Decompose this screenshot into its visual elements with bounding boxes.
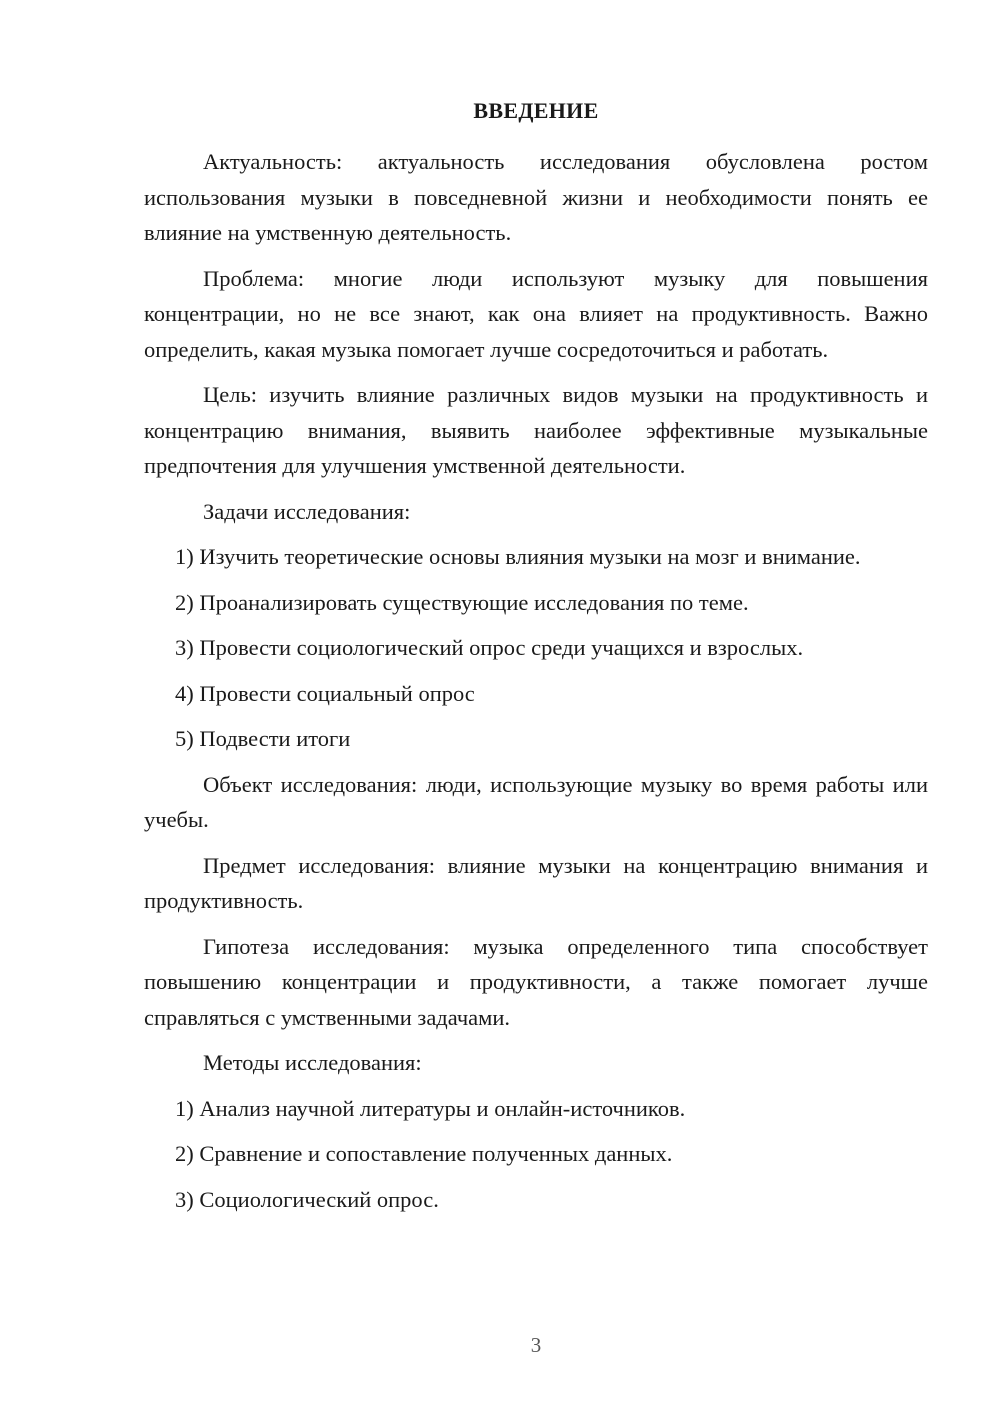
- method-item: 2) Сравнение и сопоставление полученных данных.: [175, 1141, 673, 1166]
- task-item: 1) Изучить теоретические основы влияния музыки на мозг и внимание.: [175, 544, 861, 569]
- relevance-paragraph: Актуальность: актуальность исследования обусловлена ростом использования музыки в повседневной жизни и необходимости понять ее влияние на умственную деятельность.: [144, 149, 928, 245]
- problem-paragraph: Проблема: многие люди используют музыку для повышения концентрации, но не все знают, как она влияет на продуктивность. Важно определить, какая музыка помогает лучше сосредоточиться и работать.: [144, 265, 928, 362]
- page-content: [144, 144, 928, 1227]
- tasks-list: [144, 539, 928, 757]
- method-item: 1) Анализ научной литературы и онлайн-источников.: [175, 1095, 686, 1121]
- page-number: 3: [530, 1333, 542, 1357]
- methods-title: Методы исследования:: [203, 1050, 422, 1075]
- task-item: 3) Провести социологический опрос среди учащихся и взрослых.: [175, 635, 804, 660]
- hypothesis-paragraph: Гипотеза исследования: музыка определенного типа способствует повышению концентрации и продуктивности, а также помогает лучше справляться с умственными задачами.: [144, 933, 928, 1030]
- methods-list: [144, 1091, 928, 1218]
- section-heading: ВВЕДЕНИЕ: [473, 98, 599, 123]
- task-item: 4) Провести социальный опрос: [175, 680, 475, 706]
- task-item: 5) Подвести итоги: [175, 726, 351, 751]
- goal-paragraph: Цель: изучить влияние различных видов музыки на продуктивность и концентрацию внимания, выявить наиболее эффективные музыкальные предпочтения для улучшения умственной деятельности.: [144, 382, 928, 478]
- object-paragraph: Объект исследования: люди, использующие музыку во время работы или учебы.: [144, 771, 928, 832]
- subject-paragraph: Предмет исследования: влияние музыки на концентрацию внимания и продуктивность.: [144, 852, 928, 913]
- task-item: 2) Проанализировать существующие исследования по теме.: [175, 589, 749, 615]
- method-item: 3) Социологический опрос.: [175, 1186, 439, 1212]
- tasks-title: Задачи исследования:: [203, 498, 411, 524]
